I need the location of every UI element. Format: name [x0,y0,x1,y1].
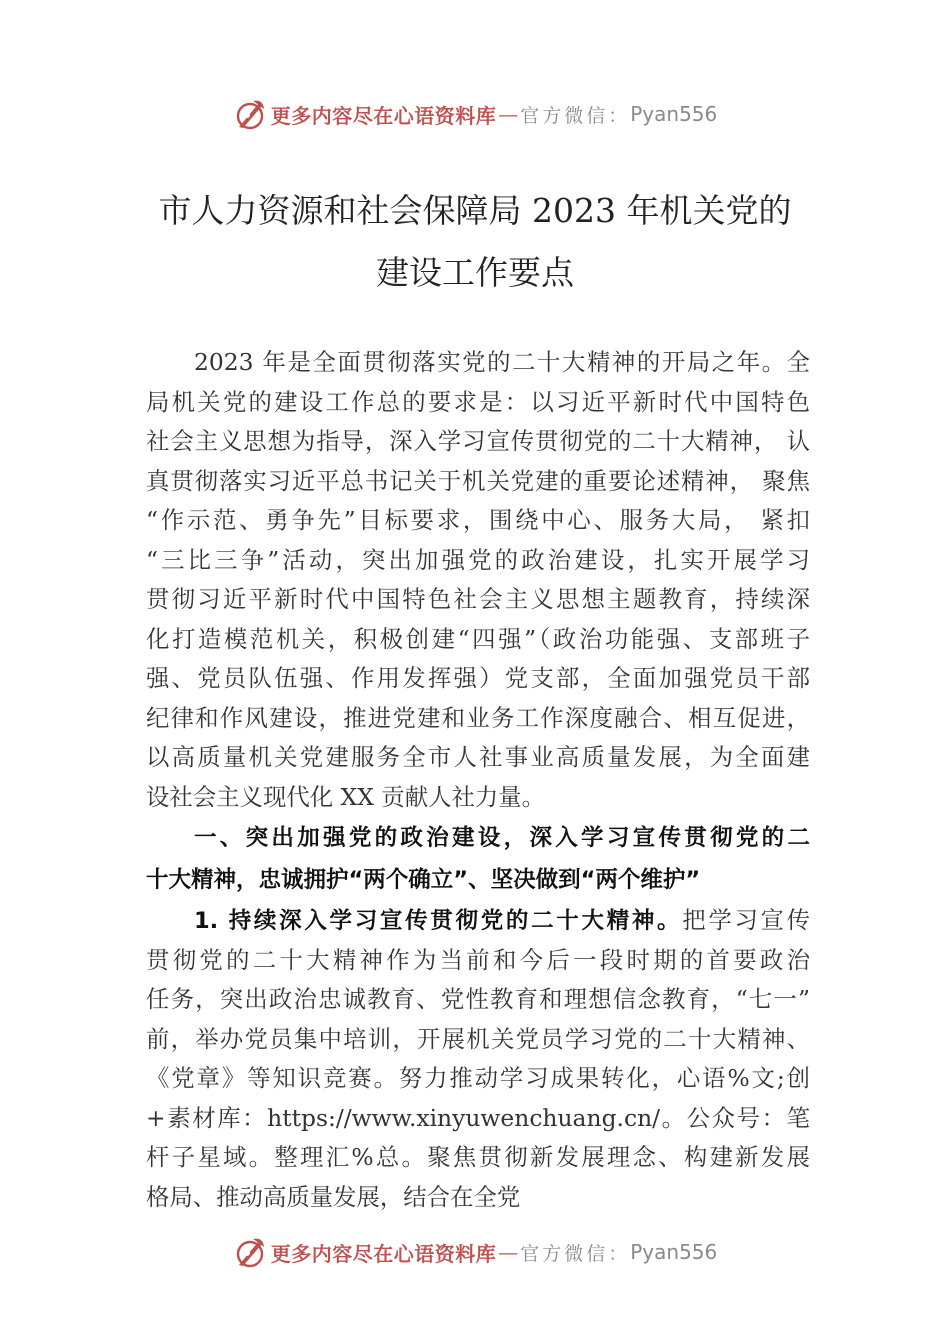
body-line: 真贯彻落实习近平总书记关于机关党建的重要论述精神， 聚焦 [146,466,810,495]
item-text: 把学习宣传 [682,906,811,934]
document-title [140,180,810,304]
body-line: 以高质量机关党建服务全市人社事业高质量发展，为全面建 [146,743,810,771]
banner-separator: — [498,102,519,126]
body-line: 前，举办党员集中培训，开展机关党员学习党的二十大精神、 [146,1024,810,1053]
title-line-1: 市人力资源和社会保障局 2023 年机关党的 [158,191,792,230]
section-heading-line: 一、突出加强党的政治建设，深入学习宣传贯彻党的二 [194,825,810,851]
banner-wechat-label: 官方微信： [520,104,631,127]
header-watermark-banner [0,94,950,134]
body-line: “作示范、勇争先”目标要求，围绕中心、服务大局， 紧扣 [146,506,810,534]
item-heading: 1. 持续深入学习宣传贯彻党的二十大精神。 [194,908,683,934]
banner-wechat-id: Pyan556 [630,1240,718,1264]
body-line: 社会主义思想为指导，深入学习宣传贯彻党的二十大精神， 认 [146,427,810,455]
body-line: 贯彻习近平新时代中国特色社会主义思想主题教育，持续深 [146,585,810,613]
banner-wechat-id: Pyan556 [630,102,718,126]
body-line: +素材库：https://www.xinyuwenchuang.cn/。公众号：笔 [146,1103,810,1132]
quill-pen-logo-icon [233,1235,267,1269]
quill-pen-logo-icon [233,97,267,131]
body-line: 格局、推动高质量发展，结合在全党 [146,1182,521,1211]
banner-text: 更多内容尽在心语资料库 [270,103,497,128]
banner-text: 更多内容尽在心语资料库 [270,1241,497,1266]
banner-separator: — [498,1240,519,1264]
body-line: 《党章》等知识竞赛。努力推动学习成果转化，心语%文;创 [146,1064,810,1092]
body-line: 杆子星域。整理汇%总。聚焦贯彻新发展理念、构建新发展 [146,1143,810,1171]
section-heading-line: 十大精神，忠诚拥护“两个确立”、坚决做到“两个维护” [146,867,701,893]
footer-watermark-banner [0,1232,950,1272]
body-line: “三比三争”活动，突出加强党的政治建设，扎实开展学习 [146,545,810,574]
body-line: 强、党员队伍强、作用发挥强）党支部，全面加强党员干部 [146,664,810,692]
body-line: 贯彻党的二十大精神作为当前和今后一段时期的首要政治 [146,945,810,974]
body-line: 局机关党的建设工作总的要求是：以习近平新时代中国特色 [146,387,810,416]
body-line: 化打造模范机关，积极创建“四强”（政治功能强、支部班子 [146,624,810,653]
body-line: 任务，突出政治忠诚教育、党性教育和理想信念教育，“七一” [146,985,810,1013]
title-line-2: 建设工作要点 [376,253,574,292]
body-line: 纪律和作风建设，推进党建和业务工作深度融合、相互促进， [146,703,810,732]
banner-wechat-label: 官方微信： [520,1242,631,1265]
document-body [146,343,810,1217]
body-line: 设社会主义现代化 XX 贡献人社力量。 [146,782,546,811]
item-first-line [146,901,810,941]
body-line: 2023 年是全面贯彻落实党的二十大精神的开局之年。全 [194,348,810,376]
